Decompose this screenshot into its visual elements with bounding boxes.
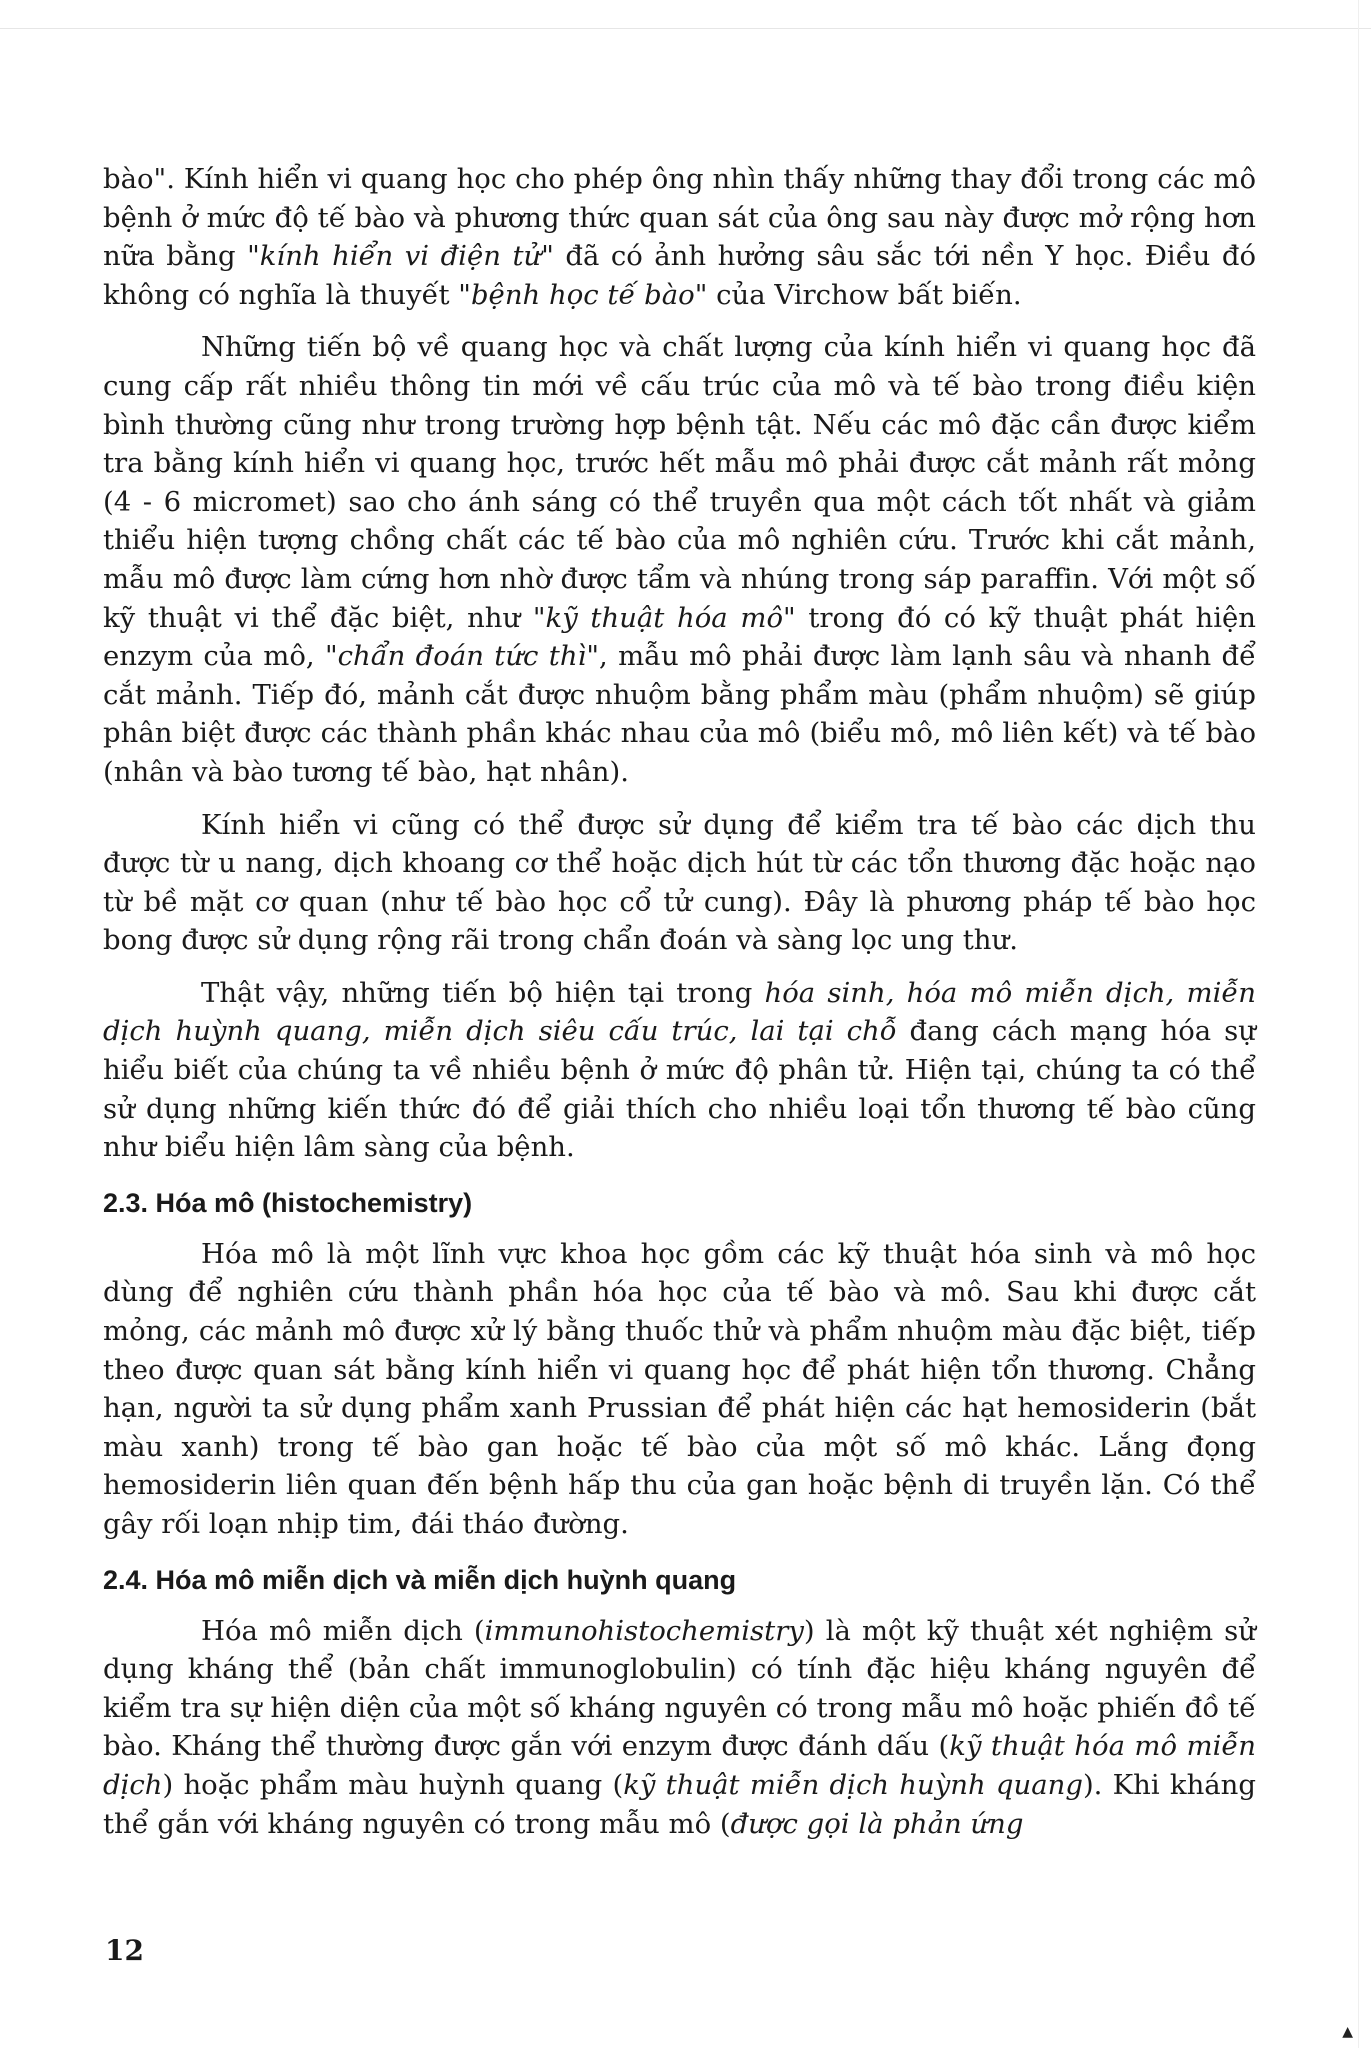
italic-term: immunohistochemistry [484, 1614, 804, 1647]
italic-term: được gọi là phản ứng [730, 1807, 1024, 1840]
italic-term: bệnh học tế bào [470, 278, 695, 311]
section-heading-immunohistochemistry: 2.4. Hóa mô miễn dịch và miễn dịch huỳnh quang [103, 1564, 737, 1595]
corner-triangle-icon: ▲ [1342, 2024, 1353, 2040]
page-number: 12 [105, 1934, 144, 1967]
text-run: Những tiến bộ về quang học và chất lượng của kính hiển vi quang học đã cung cấp rất nhiều thông tin mới về cấu trúc của mô và tế bào trong điều kiện bình thường cũng như trong trường hợp bệnh tật. Nếu các mô đặc cần được kiểm tra bằng kính hiển vi quang học, trước hết mẫu mô phải được cắt mảnh rất mỏng (4 - 6 micromet) sao cho ánh sáng có thể truyền qua một cách tốt nhất và giảm thiểu hiện tượng chồng chất các tế bào của mô nghiên cứu. Trước khi cắt mảnh, mẫu mô được làm cứng hơn nhờ được tẩm và nhúng trong sáp paraffin. Với một số kỹ thuật vi thể đặc biệt, như " [103, 331, 1256, 634]
text-run: Thật vậy, những tiến bộ hiện tại trong [201, 976, 765, 1009]
italic-term: kỹ thuật hóa mô [545, 601, 784, 634]
text-run: bào". Kính hiển vi quang học cho phép ông nhìn thấy những thay đổi trong các mô bệnh ở mức độ tế bào và phương thức quan sát của ông sau này được mở rộng hơn nữa bằng " [103, 163, 1256, 273]
text-run: " đã có ảnh hưởng sâu sắc tới nền Y học. Điều đó không có nghĩa là thuyết " [103, 240, 1257, 311]
text-run: " của Virchow bất biến. [694, 278, 1022, 311]
paragraph-optics-progress [103, 328, 1256, 791]
paragraph-molecular-advances [103, 974, 1256, 1167]
italic-term: kỹ thuật miễn dịch huỳnh quang [623, 1768, 1083, 1801]
italic-term: kính hiển vi điện tử [259, 240, 542, 273]
italic-term: chẩn đoán tức thì [337, 640, 587, 673]
section-heading-histochemistry: 2.3. Hóa mô (histochemistry) [103, 1187, 473, 1218]
paragraph-immunohistochemistry [103, 1612, 1256, 1844]
italic-term: kỹ thuật hóa mô miễn dịch [103, 1730, 1256, 1801]
page-body [103, 160, 1256, 1857]
page-right-edge [1358, 0, 1359, 2048]
paragraph-cytology: Kính hiển vi cũng có thể được sử dụng để kiểm tra tế bào các dịch thu được từ u nang, dịch khoang cơ thể hoặc dịch hút từ các tổn thương đặc hoặc nạo từ bề mặt cơ quan (như tế bào học cổ tử cung). Đây là phương pháp tế bào học bong được sử dụng rộng rãi trong chẩn đoán và sàng lọc ung thư. [103, 808, 1256, 957]
text-run: " trong đó có kỹ thuật phát hiện enzym của mô, " [103, 601, 1256, 673]
italic-term: hóa sinh, hóa mô miễn dịch, miễn dịch huỳnh quang, miễn dịch siêu cấu trúc, lai tại chỗ [103, 976, 1256, 1048]
paragraph-virchow [103, 160, 1256, 314]
text-run: ). Khi kháng thể gắn với kháng nguyên có trong mẫu mô ( [103, 1768, 1257, 1840]
text-run: đang cách mạng hóa sự hiểu biết của chúng ta về nhiều bệnh ở mức độ phân tử. Hiện tại, chúng ta có thể sử dụng những kiến thức đó để giải thích cho nhiều loại tổn thương tế bào cũng như biểu hiện lâm sàng của bệnh. [103, 1015, 1256, 1164]
page-top-edge [0, 28, 1371, 29]
text-run: ) là một kỹ thuật xét nghiệm sử dụng kháng thể (bản chất immunoglobulin) có tính đặc hiệu kháng nguyên để kiểm tra sự hiện diện của một số kháng nguyên có trong mẫu mô hoặc phiến đồ tế bào. Kháng thể thường được gắn với enzym được đánh dấu ( [103, 1614, 1256, 1763]
paragraph-histochemistry: Hóa mô là một lĩnh vực khoa học gồm các kỹ thuật hóa sinh và mô học dùng để nghiên cứu thành phần hóa học của tế bào và mô. Sau khi được cắt mỏng, các mảnh mô được xử lý bằng thuốc thử và phẩm nhuộm màu đặc biệt, tiếp theo được quan sát bằng kính hiển vi quang học để phát hiện tổn thương. Chẳng hạn, người ta sử dụng phẩm xanh Prussian để phát hiện các hạt hemosiderin (bắt màu xanh) trong tế bào gan hoặc tế bào của một số mô khác. Lắng đọng hemosiderin liên quan đến bệnh hấp thu của gan hoặc bệnh di truyền lặn. Có thể gây rối loạn nhịp tim, đái tháo đường. [103, 1237, 1256, 1540]
text-run: Hóa mô miễn dịch ( [201, 1614, 485, 1647]
text-run: ) hoặc phẩm màu huỳnh quang ( [162, 1768, 624, 1801]
text-run: ", mẫu mô phải được làm lạnh sâu và nhanh để cắt mảnh. Tiếp đó, mảnh cắt được nhuộm bằng phẩm màu (phẩm nhuộm) sẽ giúp phân biệt được các thành phần khác nhau của mô (biểu mô, mô liên kết) và tế bào (nhân và bào tương tế bào, hạt nhân). [103, 640, 1257, 788]
